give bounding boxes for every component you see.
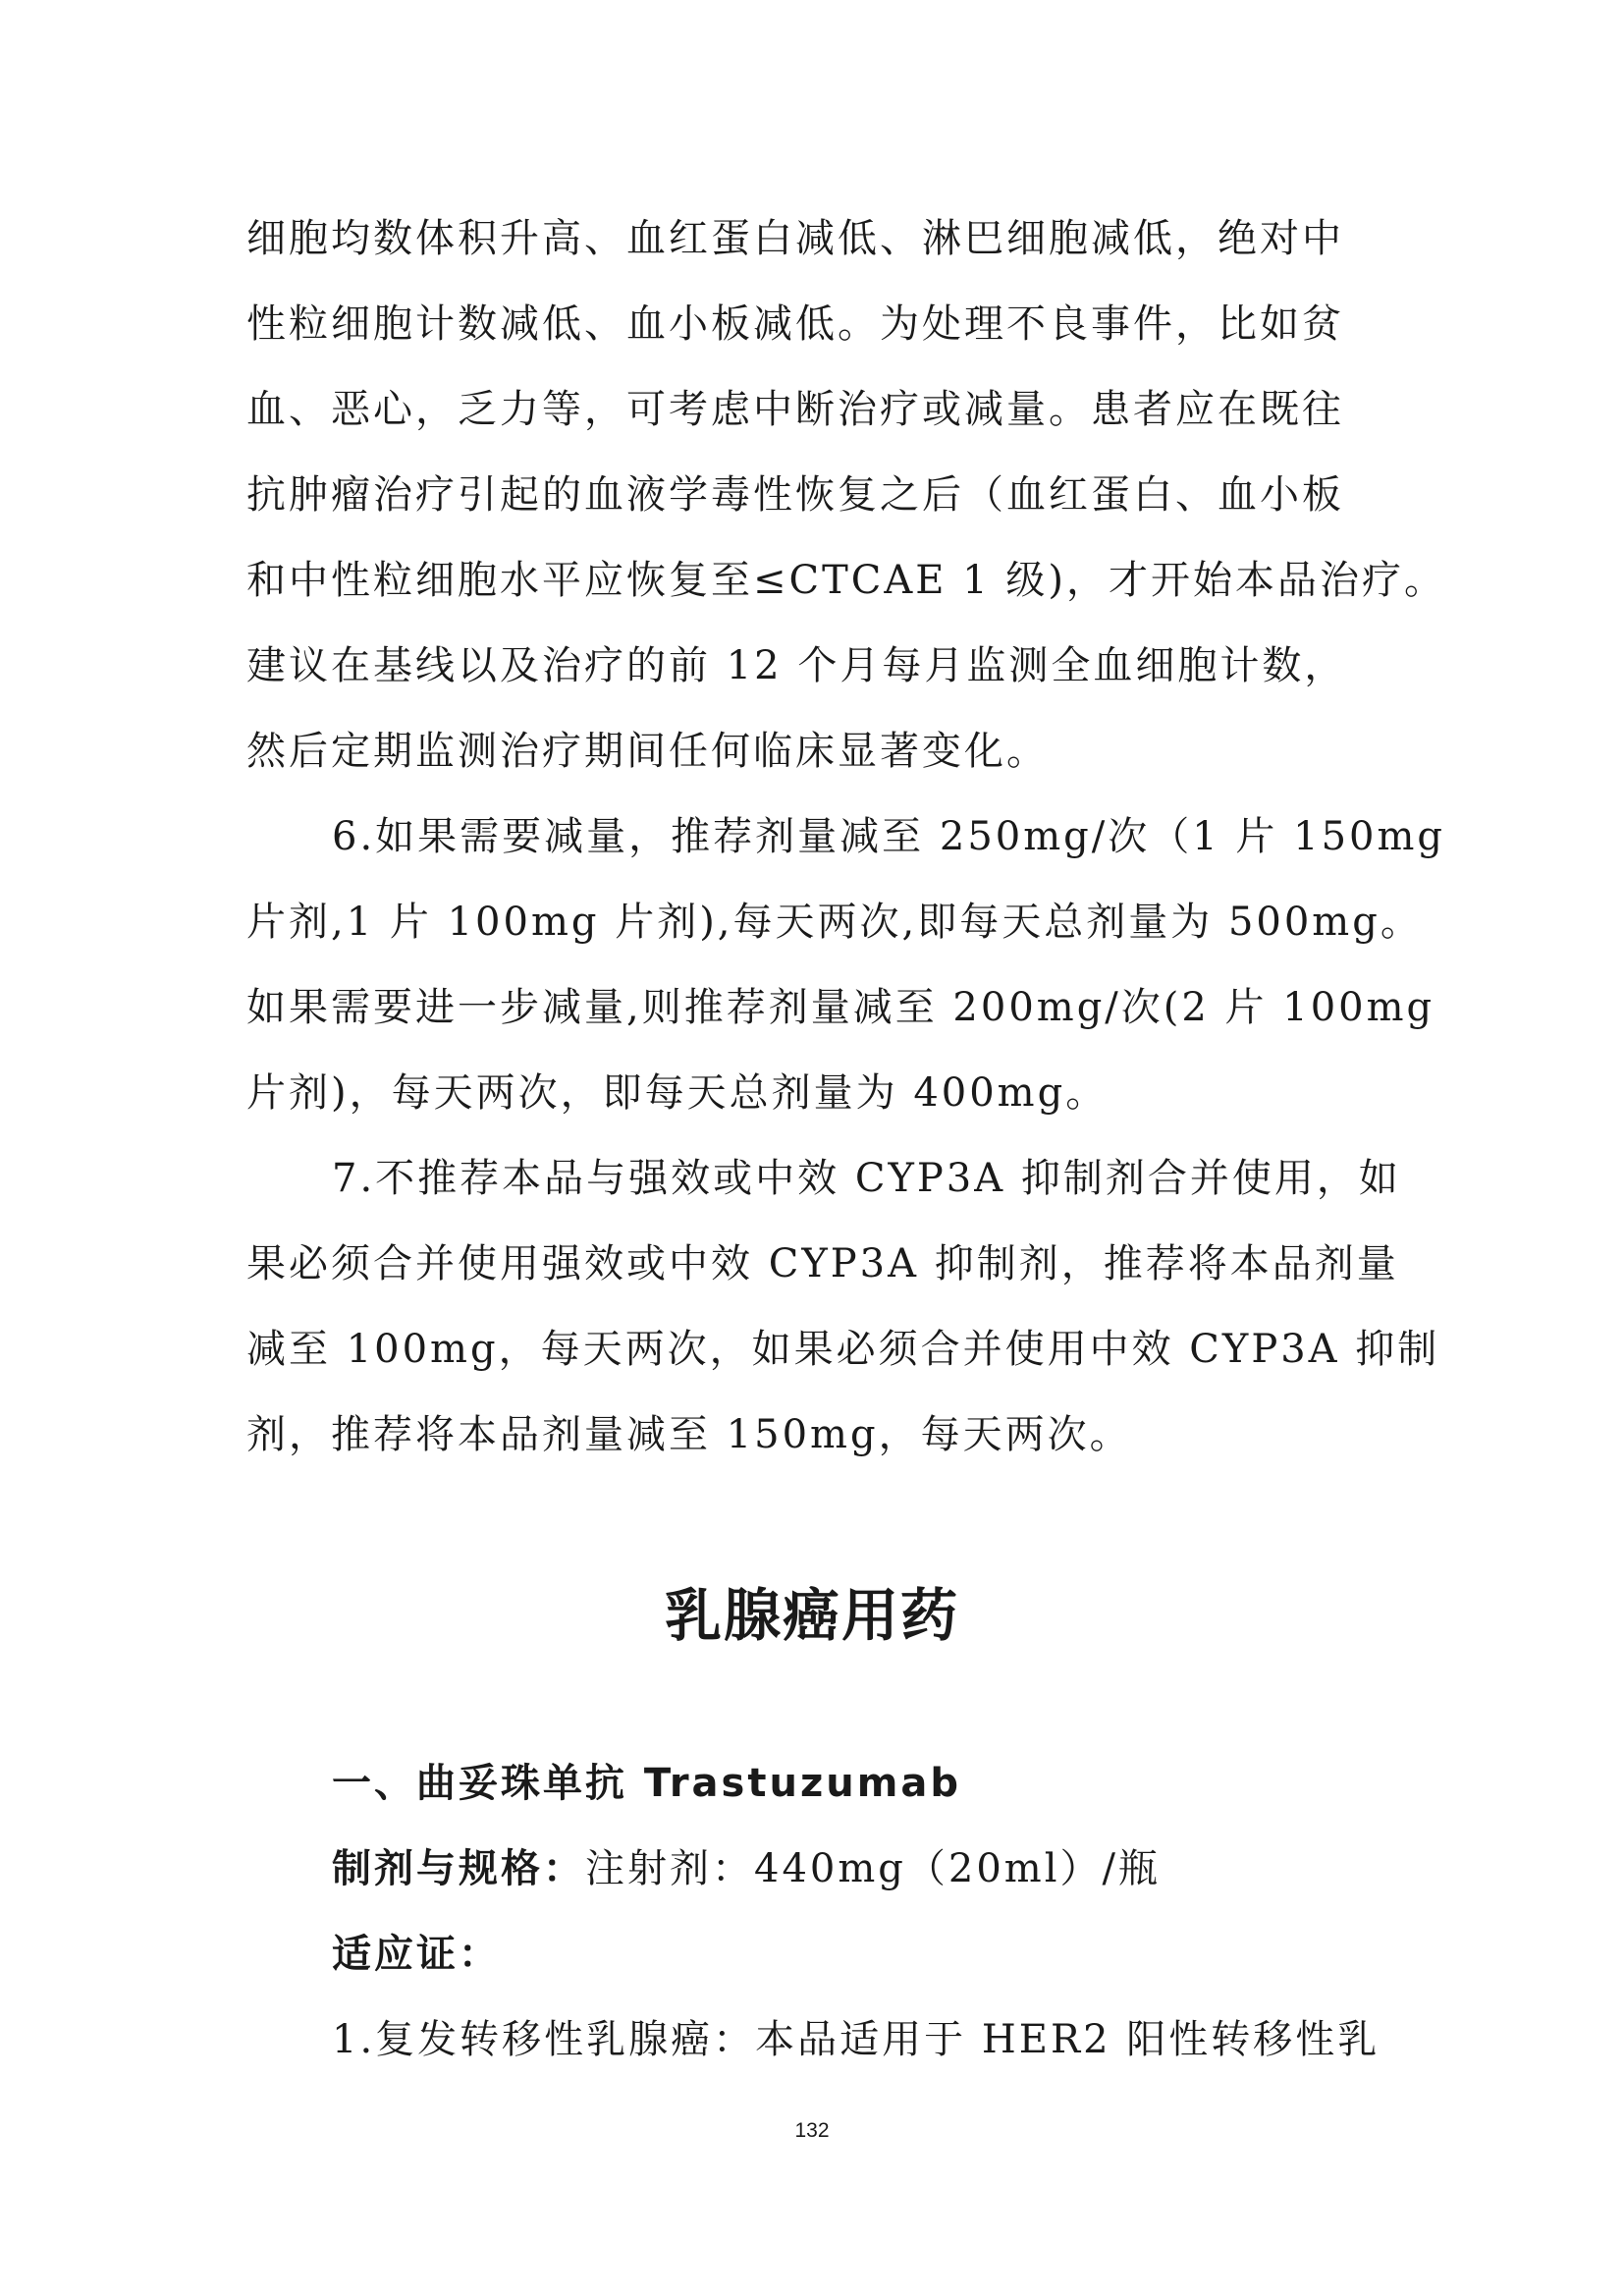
body-text-line: 片剂)，每天两次，即每天总剂量为 400mg。 bbox=[246, 1070, 1109, 1116]
body-text-line: 抗肿瘤治疗引起的血液学毒性恢复之后（血红蛋白、血小板 bbox=[246, 472, 1344, 518]
body-text-line: 果必须合并使用强效或中效 CYP3A 抑制剂，推荐将本品剂量 bbox=[246, 1241, 1399, 1286]
formulation-label: 制剂与规格： bbox=[332, 1846, 585, 1891]
cyp3a-paragraph-start: 7.不推荐本品与强效或中效 CYP3A 抑制剂合并使用，如 bbox=[332, 1156, 1401, 1201]
page-number: 132 bbox=[794, 2119, 830, 2142]
body-text-line: 性粒细胞计数减低、血小板减低。为处理不良事件，比如贫 bbox=[246, 301, 1344, 347]
body-text-line: 然后定期监测治疗期间任何临床显著变化。 bbox=[246, 729, 1049, 774]
body-text-line: 和中性粒细胞水平应恢复至≤CTCAE 1 级)，才开始本品治疗。 bbox=[246, 558, 1446, 603]
indication-label: 适应证： bbox=[332, 1932, 501, 1977]
body-text-line: 剂，推荐将本品剂量减至 150mg，每天两次。 bbox=[246, 1412, 1132, 1457]
section-heading: 乳腺癌用药 bbox=[664, 1582, 959, 1649]
body-text-line: 片剂,1 片 100mg 片剂),每天两次,即每天总剂量为 500mg。 bbox=[246, 900, 1423, 945]
body-text-line: 细胞均数体积升高、血红蛋白减低、淋巴细胞减低，绝对中 bbox=[246, 216, 1344, 261]
body-text-line: 减至 100mg，每天两次，如果必须合并使用中效 CYP3A 抑制 bbox=[246, 1327, 1440, 1372]
body-text-line: 如果需要进一步减量,则推荐剂量减至 200mg/次(2 片 100mg bbox=[246, 985, 1435, 1030]
formulation-line bbox=[332, 1845, 1161, 1892]
formulation-value: 注射剂：440mg（20ml）/瓶 bbox=[585, 1846, 1161, 1891]
body-text-line: 血、恶心，乏力等，可考虑中断治疗或减量。患者应在既往 bbox=[246, 387, 1344, 432]
body-text-line: 建议在基线以及治疗的前 12 个月每月监测全血细胞计数， bbox=[246, 643, 1347, 688]
indication-first-line: 1.复发转移性乳腺癌：本品适用于 HER2 阳性转移性乳 bbox=[332, 2017, 1380, 2062]
dose-reduction-paragraph-start: 6.如果需要减量，推荐剂量减至 250mg/次（1 片 150mg bbox=[332, 814, 1445, 859]
drug-title: 一、曲妥珠单抗 Trastuzumab bbox=[332, 1761, 962, 1806]
